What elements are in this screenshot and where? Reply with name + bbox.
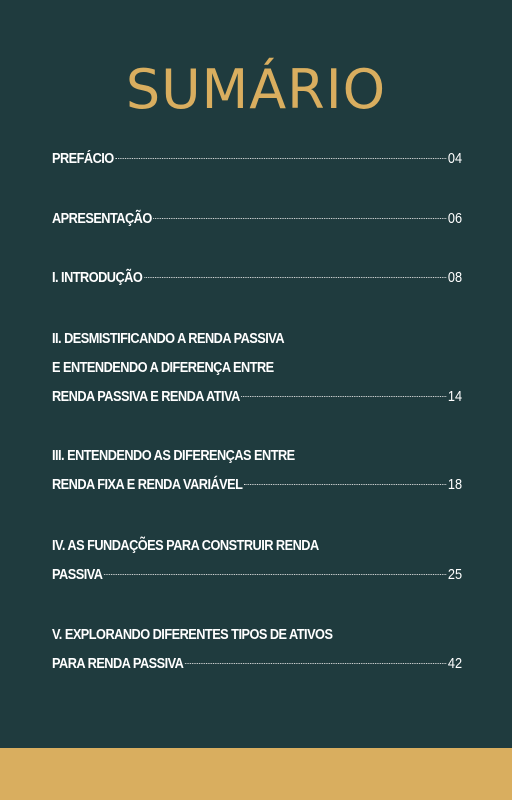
page-title: SUMÁRIO bbox=[125, 58, 387, 121]
dot-leader bbox=[154, 218, 447, 219]
toc-entry-title: APRESENTAÇÃO bbox=[52, 211, 152, 227]
toc-page-number: 08 bbox=[447, 270, 463, 286]
toc-entry-line: II. DESMISTIFICANDO A RENDA PASSIVA bbox=[52, 331, 285, 347]
toc-entry-prefacio[interactable] bbox=[52, 145, 462, 174]
toc-entry-title: RENDA PASSIVA E RENDA ATIVA bbox=[52, 389, 240, 405]
toc-entry-title: RENDA FIXA E RENDA VARIÁVEL bbox=[52, 477, 243, 493]
toc-entry-introducao[interactable] bbox=[52, 264, 462, 293]
toc-entry-fundacoes[interactable] bbox=[52, 532, 462, 590]
toc-entry-line: E ENTENDENDO A DIFERENÇA ENTRE bbox=[52, 360, 274, 376]
toc-page-number: 18 bbox=[447, 477, 463, 493]
toc-entry-apresentacao[interactable] bbox=[52, 205, 462, 234]
toc-page-number: 25 bbox=[447, 567, 463, 583]
toc-entry-line: V. EXPLORANDO DIFERENTES TIPOS DE ATIVOS bbox=[52, 627, 333, 643]
dot-leader bbox=[144, 277, 446, 278]
toc-page-number: 06 bbox=[447, 211, 463, 227]
toc-entry-title: PARA RENDA PASSIVA bbox=[52, 656, 184, 672]
toc-entry-title: PREFÁCIO bbox=[52, 151, 114, 167]
dot-leader bbox=[115, 158, 446, 159]
toc-entry-title: PASSIVA bbox=[52, 567, 103, 583]
dot-leader bbox=[242, 396, 447, 397]
dot-leader bbox=[104, 574, 446, 575]
toc-entry-line: III. ENTENDENDO AS DIFERENÇAS ENTRE bbox=[52, 448, 295, 464]
toc-entry-desmistificando[interactable] bbox=[52, 325, 462, 412]
toc-entry-diferencas[interactable] bbox=[52, 442, 462, 500]
dot-leader bbox=[185, 663, 446, 664]
toc-entry-ativos[interactable] bbox=[52, 621, 462, 679]
toc-entry-title: I. INTRODUÇÃO bbox=[52, 270, 143, 286]
toc-page-number: 14 bbox=[447, 389, 463, 405]
toc-entry-line: IV. AS FUNDAÇÕES PARA CONSTRUIR RENDA bbox=[52, 538, 319, 554]
toc-page-number: 42 bbox=[447, 656, 463, 672]
toc-page-number: 04 bbox=[447, 151, 463, 167]
dot-leader bbox=[244, 484, 446, 485]
footer-band bbox=[0, 748, 512, 800]
